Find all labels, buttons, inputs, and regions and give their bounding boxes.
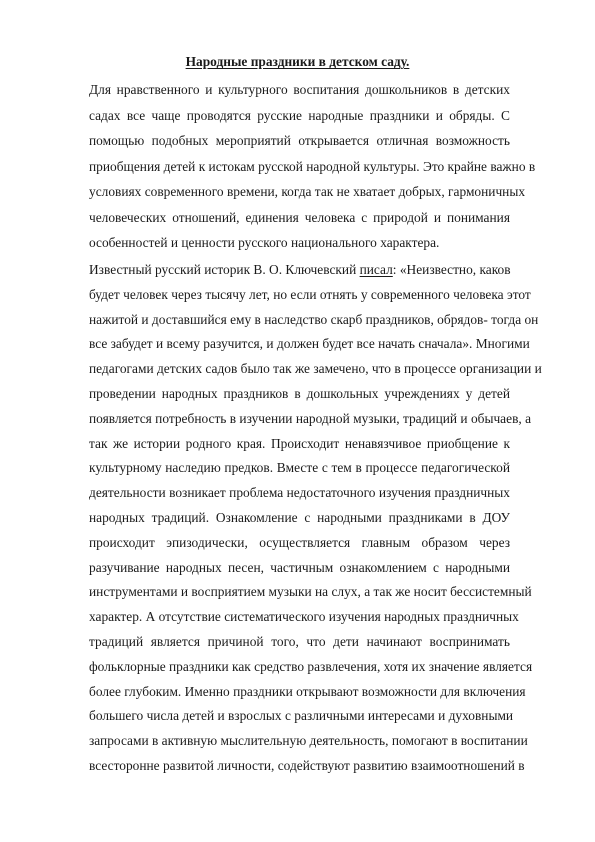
paragraph-intro (89, 77, 536, 256)
paragraph-body (89, 258, 542, 779)
text-line: всесторонне развитой личности, содействуют развитию взаимоотношений в (89, 757, 525, 773)
text-line: запросами в активную мыслительную деятельность, помогают в воспитании (89, 733, 528, 749)
text-line: будет человек через тысячу лет, но если отнять у современного человека этот (89, 286, 531, 302)
text-line: условиях современного времени, когда так не хватает добрых, гармоничных (89, 184, 526, 199)
text-line-quote-start (89, 258, 510, 283)
text-line: культурному наследию предков. Вместе с тем в процессе педагогической (89, 460, 510, 476)
text-line: инструментами и восприятием музыки на слух, а так же носит бессистемный (89, 584, 532, 600)
text-line: проведении народных праздников в дошкольных учреждениях у детей (89, 385, 510, 401)
text-line: большего числа детей и взрослых с различными интересами и духовными (89, 708, 514, 724)
text-line: появляется потребность в изучении народной музыки, традиций и обычаев, а (89, 410, 532, 426)
text-line: особенностей и ценности русского национального характера. (89, 235, 440, 250)
text-line: все забудет и всему разучится, и должен будет все начать сначала». Многими (89, 336, 530, 352)
text-line: более глубоким. Именно праздники открывают возможности для включения (89, 683, 526, 699)
text-line: садах все чаще проводятся русские народные праздники и обряды. С (89, 107, 510, 123)
text-line: народных традиций. Ознакомление с народными праздниками в ДОУ (89, 509, 510, 525)
underlined-word: писал (359, 262, 393, 277)
text-line: человеческих отношений, единения человека с природой и понимания (89, 209, 510, 225)
text-segment: Известный русский историк В. О. Ключевский (89, 262, 360, 277)
text-line: традиций является причиной того, что дети начинают воспринимать (89, 633, 510, 649)
text-line: характер. А отсутствие систематического изучения народных праздничных (89, 609, 519, 625)
text-line: деятельности возникает проблема недостаточного изучения праздничных (89, 485, 510, 501)
text-line: Для нравственного и культурного воспитания дошкольников в детских (89, 82, 510, 97)
text-segment: : «Неизвестно, каков (392, 262, 511, 277)
text-line: нажитой и доставшийся ему в наследство скарб праздников, обрядов- тогда он (89, 311, 539, 327)
text-line: педагогами детских садов было так же замечено, что в процессе организации и (89, 361, 542, 377)
text-line: помощью подобных мероприятий открывается отличная возможность (89, 133, 510, 148)
text-line: происходит эпизодически, осуществляется главным образом через (89, 534, 510, 550)
text-line: приобщения детей к истокам русской народной культуры. Это крайне важно в (89, 158, 536, 174)
text-line: фольклорные праздники как средство развлечения, хотя их значение является (89, 658, 533, 674)
text-line: так же истории родного края. Происходит ненавязчивое приобщение к (89, 435, 510, 451)
page-title: Народные праздники в детском саду. (185, 54, 410, 69)
text-line: разучивание народных песен, частичным ознакомлением с народными (89, 559, 510, 575)
